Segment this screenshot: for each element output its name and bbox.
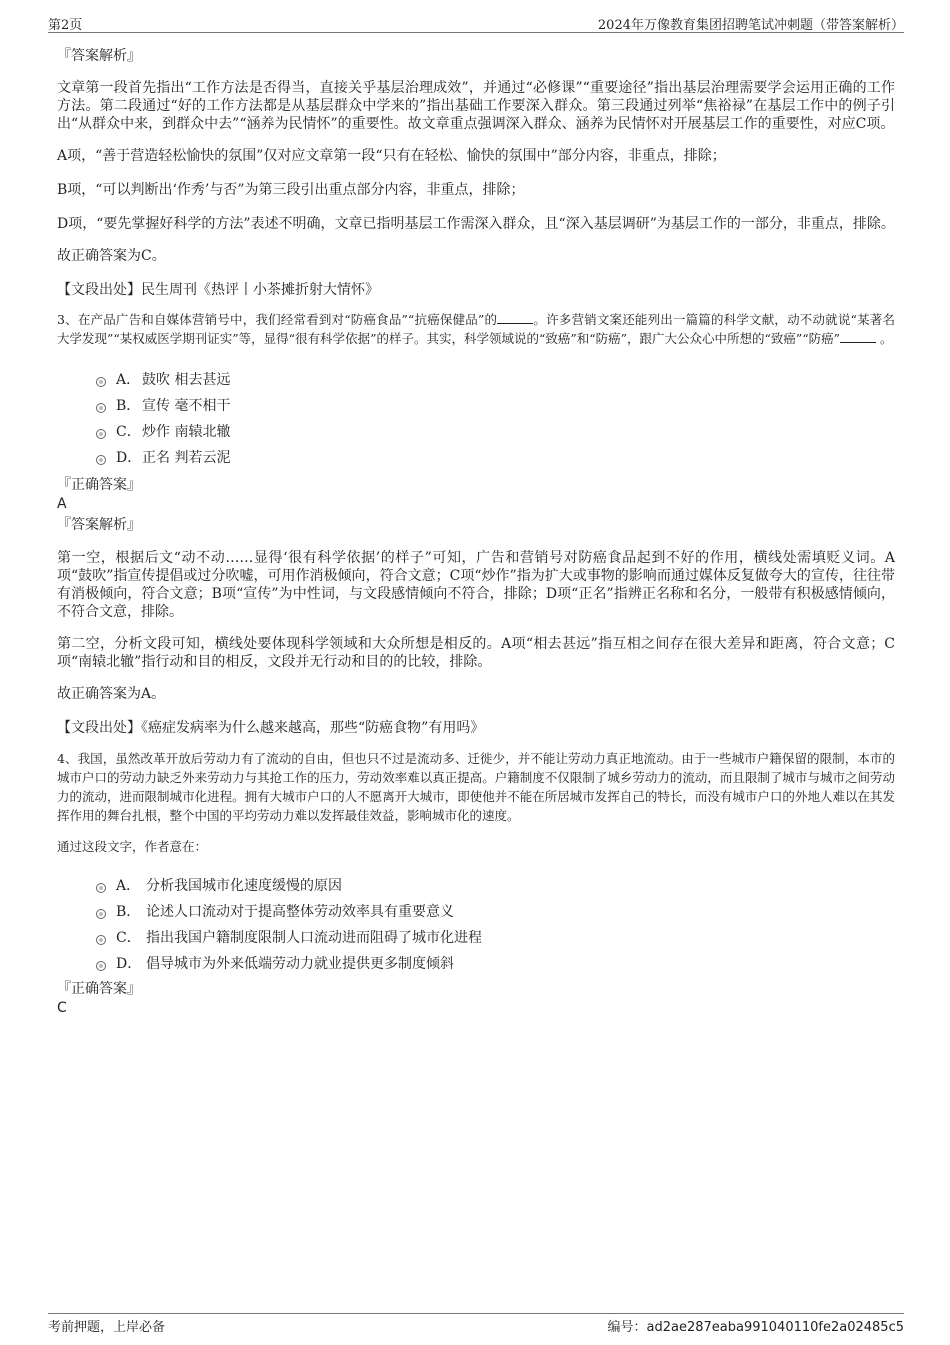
q4-options <box>96 873 895 977</box>
q4-answer: C <box>57 1000 67 1016</box>
q3-option-a[interactable]: A． 鼓吹 相去甚远 <box>96 367 895 393</box>
q2-source-text: 民生周刊《热评丨小茶摊折射大情怀》 <box>141 282 379 298</box>
q4-correct-label: 『正确答案』 <box>57 981 141 997</box>
q3-answer: A <box>57 496 67 512</box>
radio-icon[interactable] <box>96 403 106 413</box>
q2-analysis-label: 『答案解析』 <box>57 48 141 64</box>
page-header <box>48 12 904 33</box>
q3-option-b[interactable]: B． 宣传 毫不相干 <box>96 393 895 419</box>
page-footer <box>48 1313 904 1334</box>
q2-source <box>57 281 895 299</box>
q3-correct-label: 『正确答案』 <box>57 477 141 493</box>
q3-source-text: 《癌症发病率为什么越来越高，那些“防癌食物”有用吗》 <box>141 720 485 736</box>
q2-conclusion: 故正确答案为C。 <box>57 248 166 264</box>
q2-analysis-paragraph: A项，“善于营造轻松愉快的氛围”仅对应文章第一段“只有在轻松、愉快的氛围中”部分内容，非重点，排除； <box>57 148 726 164</box>
q3-analysis-paragraph: 第一空，根据后文“动不动……显得‘很有科学依据’的样子”可知，广告和营销号对防癌食品起到不好的作用，横线处需填贬义词。A项“鼓吹”指宣传提倡或过分吹嘘，可用作消极倾向，符合文意；C项“炒作”指为扩大或事物的影响而通过媒体反复做夸大的宣传，往往带有消极倾向，符合文意；B项“宣传”为中性词，与文段感情倾向不符合，排除；D项“正名”指辨正名称和名分，一般带有积极感情倾向，不符合文意，排除。 <box>57 550 895 620</box>
radio-icon[interactable] <box>96 909 106 919</box>
q3-option-d[interactable]: D． 正名 判若云泥 <box>96 445 895 471</box>
document-code: 编号：ad2ae287eaba991040110fe2a02485c5 <box>607 1320 904 1335</box>
q4-stem: 4、我国，虽然改革开放后劳动力有了流动的自由，但也只不过是流动多、迁徙少，并不能让劳动力真正地流动。由于一些城市户籍保留的限制，本市的城市户口的劳动力缺乏外来劳动力与其抢工作的压力，劳动效率难以真正提高。户籍制度不仅限制了城乡劳动力的流动，而且限制了城市与城市之间劳动力的流动，进而限制城市化进程。拥有大城市户口的人不愿离开大城市，即使他并不能在所居城市发挥自己的特长，而没有城市户口的外地人难以在其发挥作用的舞台扎根，整个中国的平均劳动力难以发挥最佳效益，影响城市化的速度。 <box>57 751 895 823</box>
radio-icon[interactable] <box>96 429 106 439</box>
q2-analysis-paragraph: 文章第一段首先指出“工作方法是否得当，直接关乎基层治理成效”，并通过“必修课”“重要途径”指出基层治理需要学会运用正确的工作方法。第二段通过“好的工作方法都是从基层群众中学来的”指出基础工作要深入群众。第三段通过列举“焦裕禄”在基层工作中的例子引出“从群众中来，到群众中去”“涵养为民情怀”的重要性。故文章重点强调深入群众、涵养为民情怀对开展基层工作的重要性，对应C项。 <box>57 80 895 132</box>
q3-analysis-label: 『答案解析』 <box>57 517 141 533</box>
radio-icon[interactable] <box>96 883 106 893</box>
q2-analysis-paragraph: B项，“可以判断出‘作秀’与否”为第三段引出重点部分内容，非重点，排除； <box>57 182 525 198</box>
q3-analysis-paragraph: 第二空，分析文段可知，横线处要体现科学领域和大众所想是相反的。A项“相去甚远”指互相之间存在很大差异和距离，符合文意；C项“南辕北辙”指行动和目的相反，文段并无行动和目的的比较，排除。 <box>57 636 895 670</box>
q3-option-c[interactable]: C． 炒作 南辕北辙 <box>96 419 895 445</box>
q4-question: 通过这段文字，作者意在： <box>57 839 208 854</box>
q3-stem: 3、在产品广告和自媒体营销号中，我们经常看到对“防癌食品”“抗癌保健品”的 。许多营销文案还能列出一篇篇的科学文献，动不动就说“某著名大学发现”“某权威医学期刊证实”等，显得“很有科学依据”的样子。其实，科学领域说的“致癌”和“防癌”，跟广大公众心中所想的“致癌”“防癌” 。 <box>57 312 895 346</box>
fill-blank <box>840 330 876 343</box>
document-title: 2024年万像教育集团招聘笔试冲刺题（带答案解析） <box>597 18 904 33</box>
footer-slogan: 考前押题，上岸必备 <box>48 1320 166 1335</box>
fill-blank <box>497 311 533 324</box>
radio-icon[interactable] <box>96 935 106 945</box>
source-label: 【文段出处】 <box>57 282 141 298</box>
radio-icon[interactable] <box>96 961 106 971</box>
source-label: 【文段出处】 <box>57 720 141 736</box>
radio-icon[interactable] <box>96 377 106 387</box>
q3-source <box>57 719 895 737</box>
code-value: ad2ae287eaba991040110fe2a02485c5 <box>646 1320 904 1335</box>
q4-option-b[interactable]: B． 论述人口流动对于提高整体劳动效率具有重要意义 <box>96 899 895 925</box>
q4-option-a[interactable]: A． 分析我国城市化速度缓慢的原因 <box>96 873 895 899</box>
q4-option-c[interactable]: C． 指出我国户籍制度限制人口流动进而阻碍了城市化进程 <box>96 925 895 951</box>
q4-option-d[interactable]: D． 倡导城市为外来低端劳动力就业提供更多制度倾斜 <box>96 951 895 977</box>
page-content <box>57 46 895 1017</box>
q2-analysis-paragraph: D项，“要先掌握好科学的方法”表述不明确，文章已指明基层工作需深入群众，且“深入基层调研”为基层工作的一部分，非重点，排除。 <box>57 216 895 232</box>
page-number: 第2页 <box>48 18 83 33</box>
q3-conclusion: 故正确答案为A。 <box>57 686 166 702</box>
q3-options <box>96 367 895 471</box>
radio-icon[interactable] <box>96 455 106 465</box>
